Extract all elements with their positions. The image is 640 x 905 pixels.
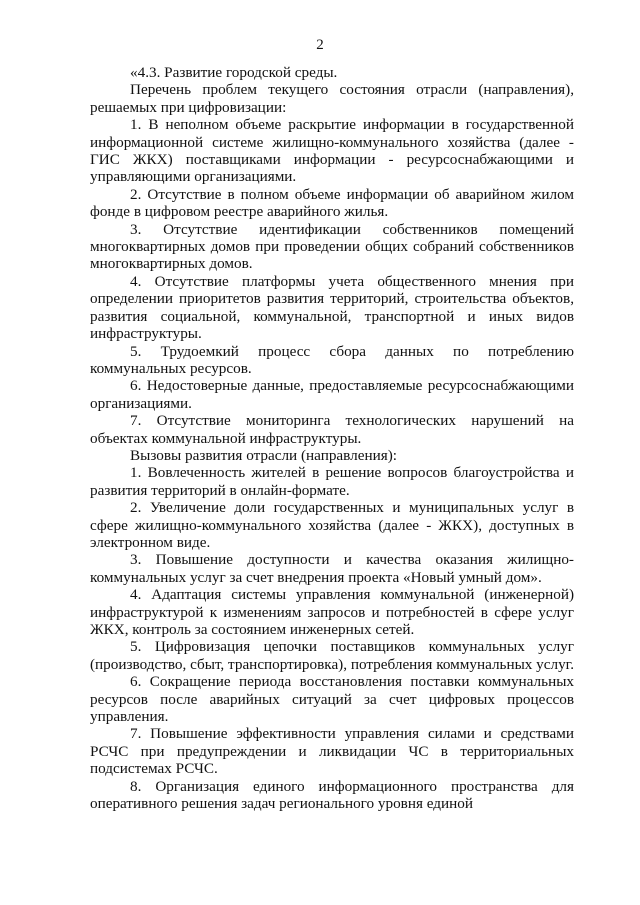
problem-item-5: 5. Трудоемкий процесс сбора данных по потреблению коммунальных ресурсов.	[90, 342, 574, 377]
challenge-item-6: 6. Сокращение периода восстановления поставки коммунальных ресурсов после аварийных ситуаций за счет цифровых процессов управления.	[90, 673, 574, 726]
challenge-item-8: 8. Организация единого информационного пространства для оперативного решения задач регионального уровня единой	[90, 777, 574, 813]
challenge-item-2: 2. Увеличение доли государственных и муниципальных услуг в сфере жилищно-коммунального хозяйства (далее - ЖКХ), доступных в электронном виде.	[90, 499, 574, 551]
problem-item-3: 3. Отсутствие идентификации собственников помещений многоквартирных домов при проведении общих собраний собственников многоквартирных домов.	[90, 220, 574, 273]
challenge-item-1: 1. Вовлеченность жителей в решение вопросов благоустройства и развития территорий в онлайн-формате.	[90, 464, 574, 499]
problem-item-6: 6. Недостоверные данные, предоставляемые ресурсоснабжающими организациями.	[90, 377, 574, 412]
problem-item-1: 1. В неполном объеме раскрытие информации в государственной информационной системе жилищно-коммунального хозяйства (далее - ГИС ЖКХ) поставщиками информации - ресурсоснабжающими и управляющими организациями.	[90, 116, 574, 186]
challenges-intro: Вызовы развития отрасли (направления):	[130, 446, 397, 464]
problem-item-4: 4. Отсутствие платформы учета общественного мнения при определении приоритетов развития территорий, строительства объектов, развития социальной, коммунальной, транспортной и иных видов инфраструктуры.	[90, 272, 574, 343]
problem-item-2: 2. Отсутствие в полном объеме информации об аварийном жилом фонде в цифровом реестре аварийного жилья.	[90, 185, 574, 221]
section-heading: «4.3. Развитие городской среды.	[130, 64, 338, 81]
document-body	[90, 64, 574, 812]
challenge-item-7: 7. Повышение эффективности управления силами и средствами РСЧС при предупреждении и ликвидации ЧС в территориальных подсистемах РСЧС.	[90, 725, 574, 778]
page-number: 2	[316, 37, 324, 53]
challenge-item-5: 5. Цифровизация цепочки поставщиков коммунальных услуг (производство, сбыт, транспортировка), потребления коммунальных услуг.	[90, 638, 574, 673]
challenge-item-3: 3. Повышение доступности и качества оказания жилищно-коммунальных услуг за счет внедрения проекта «Новый умный дом».	[90, 551, 574, 586]
challenge-item-4: 4. Адаптация системы управления коммунальной (инженерной) инфраструктурой к изменениям запросов и потребностей в сфере услуг ЖКХ, контроль за состоянием инженерных сетей.	[90, 586, 574, 638]
problem-item-7: 7. Отсутствие мониторинга технологических нарушений на объектах коммунальной инфраструктуры.	[90, 412, 574, 447]
problems-intro: Перечень проблем текущего состояния отрасли (направления), решаемых при цифровизации:	[90, 81, 574, 116]
